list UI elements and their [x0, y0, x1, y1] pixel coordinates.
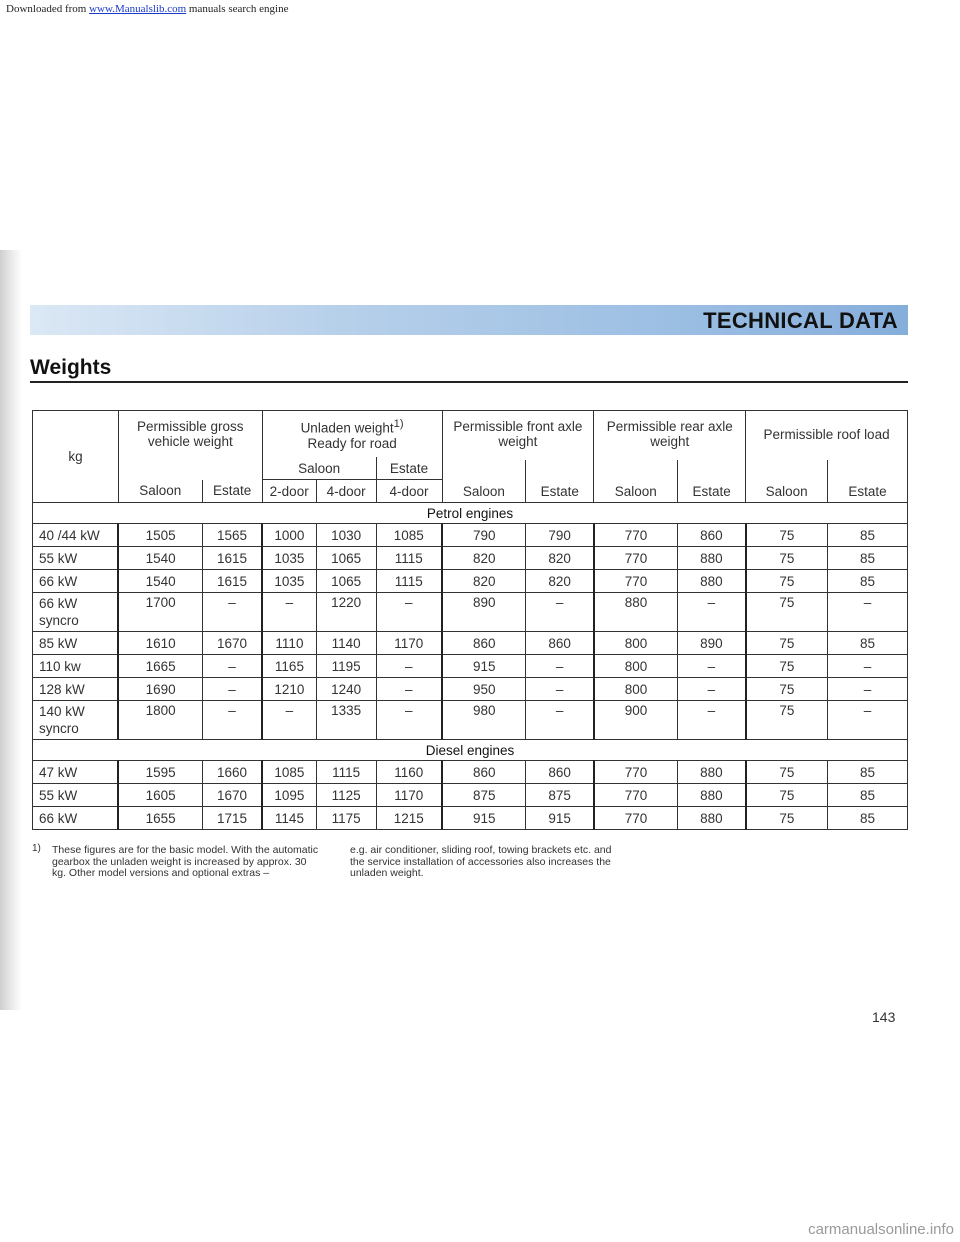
- table-cell: 75: [746, 593, 828, 632]
- table-cell: –: [202, 655, 262, 678]
- table-cell: 1125: [316, 784, 376, 807]
- header-2-door: 2-door: [262, 480, 316, 503]
- footnote-text-1: These figures are for the basic model. With the automatic gearbox the unladen weight is increased by approx. 30 kg. Other model versions and optional extras –: [52, 844, 319, 879]
- row-label: 66 kW: [33, 570, 119, 593]
- table-cell: 85: [828, 524, 908, 547]
- table-cell: 820: [526, 570, 594, 593]
- table-cell: 1115: [376, 547, 442, 570]
- table-cell: –: [678, 593, 746, 632]
- header-row-sub: [33, 457, 908, 480]
- table-cell: –: [526, 593, 594, 632]
- table-cell: 1115: [376, 570, 442, 593]
- header-front-sub: [442, 457, 594, 503]
- table-cell: –: [678, 655, 746, 678]
- header-roof-saloon: Saloon: [746, 460, 828, 502]
- table-cell: 860: [678, 524, 746, 547]
- table-cell: 75: [746, 655, 828, 678]
- table-cell: 770: [594, 570, 678, 593]
- header-unladen-estate: Estate: [376, 457, 442, 480]
- table-cell: 1565: [202, 524, 262, 547]
- table-cell: 1175: [316, 807, 376, 830]
- table-cell: 1165: [262, 655, 316, 678]
- table-cell: 1610: [118, 632, 202, 655]
- table-cell: 790: [442, 524, 526, 547]
- header-front-estate: Estate: [540, 484, 579, 499]
- table-cell: 1800: [118, 701, 202, 740]
- header-rear-saloon: Saloon: [594, 460, 678, 502]
- table-cell: –: [376, 678, 442, 701]
- title-rule: [30, 381, 908, 383]
- header-unladen: [262, 411, 442, 458]
- table-cell: 1660: [202, 761, 262, 784]
- table-cell: 770: [594, 761, 678, 784]
- table-cell: 85: [828, 570, 908, 593]
- header-roof-estate: Estate: [848, 484, 887, 499]
- table-cell: 1065: [316, 570, 376, 593]
- table-cell: 820: [442, 547, 526, 570]
- table-cell: 890: [678, 632, 746, 655]
- table-cell: –: [828, 701, 908, 740]
- header-4-door: 4-door: [316, 480, 376, 503]
- petrol-engines-label: Petrol engines: [33, 503, 908, 524]
- table-row: [33, 547, 908, 570]
- table-cell: 1115: [316, 761, 376, 784]
- table-cell: 1615: [202, 570, 262, 593]
- table-cell: 85: [828, 632, 908, 655]
- table-row: [33, 761, 908, 784]
- manualslib-link[interactable]: www.Manualslib.com: [89, 3, 187, 15]
- table-cell: 1690: [118, 678, 202, 701]
- table-cell: 1065: [316, 547, 376, 570]
- table-cell: –: [202, 678, 262, 701]
- row-label: 55 kW: [33, 547, 119, 570]
- table-cell: 75: [746, 784, 828, 807]
- table-cell: 1035: [262, 547, 316, 570]
- page-binding-shadow: [0, 250, 22, 1010]
- table-cell: –: [376, 593, 442, 632]
- table-cell: 1210: [262, 678, 316, 701]
- table-cell: 85: [828, 547, 908, 570]
- table-cell: 1595: [118, 761, 202, 784]
- table-cell: 770: [594, 784, 678, 807]
- table-cell: 85: [828, 761, 908, 784]
- table-cell: 1035: [262, 570, 316, 593]
- table-cell: 1665: [118, 655, 202, 678]
- header-unladen-saloon: Saloon: [262, 457, 376, 480]
- table-cell: –: [526, 678, 594, 701]
- table-row: [33, 701, 908, 740]
- table-cell: 1145: [262, 807, 316, 830]
- table-row: [33, 570, 908, 593]
- section-banner: [30, 305, 908, 335]
- table-cell: 800: [594, 632, 678, 655]
- table-cell: –: [678, 701, 746, 740]
- table-row: [33, 655, 908, 678]
- table-cell: –: [526, 655, 594, 678]
- table-cell: 820: [526, 547, 594, 570]
- table-cell: 1170: [376, 632, 442, 655]
- table-cell: 800: [594, 678, 678, 701]
- table-cell: 890: [442, 593, 526, 632]
- table-cell: 880: [678, 570, 746, 593]
- table-cell: 75: [746, 701, 828, 740]
- header-gross-saloon: Saloon: [119, 480, 203, 502]
- table-cell: 770: [594, 547, 678, 570]
- diesel-section-row: [33, 740, 908, 761]
- table-cell: 75: [746, 678, 828, 701]
- table-cell: 820: [442, 570, 526, 593]
- header-estate-4-door: 4-door: [376, 480, 442, 503]
- table-cell: 1670: [202, 632, 262, 655]
- table-cell: 1085: [376, 524, 442, 547]
- footnote-column-1: [32, 843, 322, 880]
- table-cell: –: [526, 701, 594, 740]
- table-cell: 1140: [316, 632, 376, 655]
- table-cell: 75: [746, 807, 828, 830]
- header-kg: kg: [33, 411, 119, 503]
- table-cell: 1240: [316, 678, 376, 701]
- table-cell: –: [376, 701, 442, 740]
- table-cell: 860: [526, 632, 594, 655]
- footnote-text-2: e.g. air conditioner, sliding roof, towing brackets etc. and the service installation of accessories also increases the unladen weight.: [350, 844, 612, 879]
- table-cell: 1505: [118, 524, 202, 547]
- table-row: [33, 678, 908, 701]
- table-cell: 1335: [316, 701, 376, 740]
- table-cell: –: [202, 701, 262, 740]
- header-roof-load: Permissible roof load: [746, 411, 908, 458]
- table-cell: 1215: [376, 807, 442, 830]
- row-label: 140 kW syncro: [33, 701, 119, 740]
- header-roof-sub: [746, 457, 908, 503]
- table-row: [33, 784, 908, 807]
- table-cell: 1220: [316, 593, 376, 632]
- row-label: 85 kW: [33, 632, 119, 655]
- table-cell: –: [678, 678, 746, 701]
- table-cell: 75: [746, 547, 828, 570]
- table-cell: 75: [746, 524, 828, 547]
- header-gross-sub: [118, 457, 262, 503]
- table-cell: 1715: [202, 807, 262, 830]
- unladen-footnote-marker: 1): [393, 418, 404, 431]
- header-gross: Permissible gross vehicle weight: [118, 411, 262, 458]
- table-cell: –: [828, 655, 908, 678]
- table-cell: 980: [442, 701, 526, 740]
- table-cell: –: [828, 678, 908, 701]
- header-row-main: [33, 411, 908, 458]
- table-cell: 1030: [316, 524, 376, 547]
- row-label: 47 kW: [33, 761, 119, 784]
- header-rear-sub: [594, 457, 746, 503]
- diesel-rows: [33, 761, 908, 830]
- table-cell: 860: [442, 761, 526, 784]
- table-cell: –: [262, 593, 316, 632]
- table-cell: 860: [526, 761, 594, 784]
- page-title: Weights: [30, 356, 112, 379]
- table-cell: 915: [526, 807, 594, 830]
- banner-title: TECHNICAL DATA: [703, 308, 898, 333]
- header-unladen-sub: Ready for road: [307, 435, 397, 451]
- watermark: carmanualsonline.info: [808, 1221, 954, 1238]
- table-cell: 1655: [118, 807, 202, 830]
- table-cell: 75: [746, 632, 828, 655]
- table-cell: 75: [746, 761, 828, 784]
- table-cell: 1540: [118, 547, 202, 570]
- table-cell: 770: [594, 807, 678, 830]
- header-gross-estate: Estate: [213, 483, 252, 498]
- header-front-saloon: Saloon: [443, 460, 527, 502]
- row-label: 55 kW: [33, 784, 119, 807]
- table-cell: 1095: [262, 784, 316, 807]
- header-rear-estate: Estate: [692, 484, 731, 499]
- table-cell: 790: [526, 524, 594, 547]
- table-cell: 1195: [316, 655, 376, 678]
- table-cell: 915: [442, 807, 526, 830]
- header-unladen-label: Unladen weight: [300, 420, 394, 436]
- table-cell: –: [828, 593, 908, 632]
- table-cell: 880: [678, 784, 746, 807]
- table-cell: 880: [678, 761, 746, 784]
- table-cell: 1170: [376, 784, 442, 807]
- header-rear-axle: Permissible rear axle weight: [594, 411, 746, 458]
- table-row: [33, 807, 908, 830]
- footnote-marker: 1): [32, 843, 41, 854]
- table-cell: 915: [442, 655, 526, 678]
- header-front-axle: Permissible front axle weight: [442, 411, 594, 458]
- petrol-rows: [33, 524, 908, 740]
- table-cell: 1670: [202, 784, 262, 807]
- table-cell: 1700: [118, 593, 202, 632]
- row-label: 66 kW syncro: [33, 593, 119, 632]
- table-row: [33, 632, 908, 655]
- petrol-section-row: [33, 503, 908, 524]
- weights-table: [32, 410, 908, 830]
- table-cell: 1085: [262, 761, 316, 784]
- table-row: [33, 524, 908, 547]
- row-label: 110 kw: [33, 655, 119, 678]
- table-cell: 1000: [262, 524, 316, 547]
- table-cell: 1615: [202, 547, 262, 570]
- download-note: [6, 3, 288, 15]
- table-cell: 1110: [262, 632, 316, 655]
- table-cell: 860: [442, 632, 526, 655]
- table-cell: 85: [828, 807, 908, 830]
- table-cell: –: [376, 655, 442, 678]
- table-cell: 880: [678, 807, 746, 830]
- table-cell: 880: [678, 547, 746, 570]
- diesel-engines-label: Diesel engines: [33, 740, 908, 761]
- table-cell: –: [202, 593, 262, 632]
- table-cell: –: [262, 701, 316, 740]
- row-label: 40 /44 kW: [33, 524, 119, 547]
- table-cell: 770: [594, 524, 678, 547]
- table-cell: 75: [746, 570, 828, 593]
- row-label: 66 kW: [33, 807, 119, 830]
- table-cell: 875: [442, 784, 526, 807]
- table-cell: 950: [442, 678, 526, 701]
- download-note-suffix: manuals search engine: [188, 3, 289, 15]
- download-note-prefix: Downloaded from: [6, 3, 87, 15]
- table-cell: 800: [594, 655, 678, 678]
- table-cell: 875: [526, 784, 594, 807]
- row-label: 128 kW: [33, 678, 119, 701]
- table-cell: 1540: [118, 570, 202, 593]
- table-cell: 1605: [118, 784, 202, 807]
- footnote-column-2: [350, 845, 620, 880]
- page-number: 143: [872, 1009, 896, 1025]
- table-row: [33, 593, 908, 632]
- table-cell: 85: [828, 784, 908, 807]
- table-cell: 1160: [376, 761, 442, 784]
- table-cell: 900: [594, 701, 678, 740]
- table-cell: 880: [594, 593, 678, 632]
